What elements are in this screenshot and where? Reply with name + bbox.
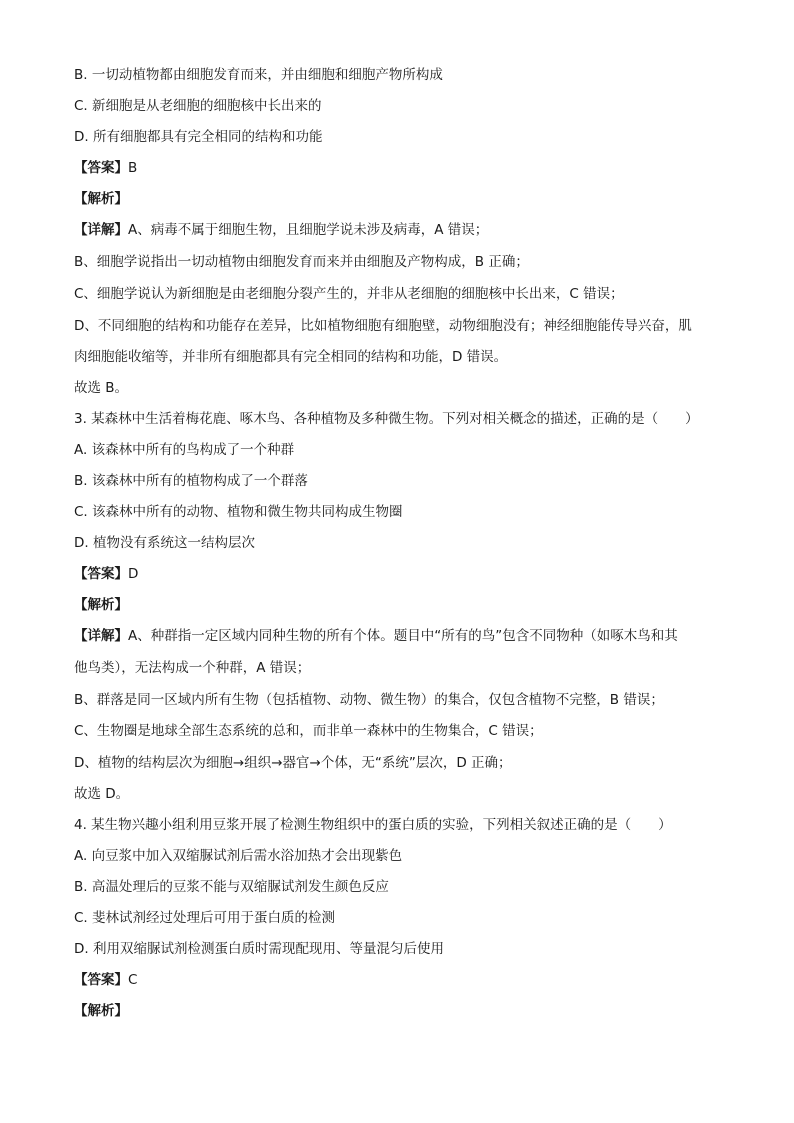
q2-detail-line: C、细胞学说认为新细胞是由老细胞分裂产生的，并非从老细胞的细胞核中长出来，C 错误； (74, 286, 624, 302)
q2-conclusion: 故选 B。 (74, 380, 129, 396)
answer-tag: 【答案】 (74, 972, 128, 988)
q3-detail-line: D、植物的结构层次为细胞→组织→器官→个体，无“系统”层次，D 正确； (74, 755, 512, 771)
q2-detail-line: 肉细胞能收缩等，并非所有细胞都具有完全相同的结构和功能，D 错误。 (74, 349, 508, 365)
detail-text: A、病毒不属于细胞生物，且细胞学说未涉及病毒，A 错误； (128, 222, 489, 238)
q2-analysis-tag: 【解析】 (74, 191, 128, 207)
q3-detail-line: B、群落是同一区域内所有生物（包括植物、动物、微生物）的集合，仅包含植物不完整，B 错误； (74, 692, 664, 708)
q4-analysis-tag: 【解析】 (74, 1003, 128, 1019)
q3-answer (74, 564, 724, 584)
q4-option-a: A. 向豆浆中加入双缩脲试剂后需水浴加热才会出现紫色 (74, 848, 403, 864)
q3-stem: 3. 某森林中生活着梅花鹿、啄木鸟、各种植物及多种微生物。下列对相关概念的描述，正确的是（ ） (74, 411, 699, 427)
q4-stem: 4. 某生物兴趣小组利用豆浆开展了检测生物组织中的蛋白质的实验，下列相关叙述正确的是（ ） (74, 817, 672, 833)
q3-conclusion: 故选 D。 (74, 786, 130, 802)
q4-answer (74, 970, 724, 990)
q2-answer (74, 158, 724, 178)
q4-option-d: D. 利用双缩脲试剂检测蛋白质时需现配现用、等量混匀后使用 (74, 941, 444, 957)
answer-tag: 【答案】 (74, 566, 128, 582)
q2-option-d: D. 所有细胞都具有完全相同的结构和功能 (74, 129, 323, 145)
q4-option-c: C. 斐林试剂经过处理后可用于蛋白质的检测 (74, 910, 336, 926)
q2-detail-line: B、细胞学说指出一切动植物由细胞发育而来并由细胞及产物构成，B 正确； (74, 254, 529, 270)
detail-tag: 【详解】 (74, 628, 128, 644)
answer-value: C (128, 972, 138, 988)
detail-text: A、种群指一定区域内同种生物的所有个体。题目中“所有的鸟”包含不同物种（如啄木鸟和其 (128, 628, 678, 644)
q3-detail-line (74, 626, 724, 646)
q2-detail-line: D、不同细胞的结构和功能存在差异，比如植物细胞有细胞壁，动物细胞没有；神经细胞能传导兴奋，肌 (74, 318, 692, 334)
detail-tag: 【详解】 (74, 222, 128, 238)
q2-detail-line (74, 220, 724, 240)
answer-value: B (128, 160, 138, 176)
q3-detail-line: 他鸟类），无法构成一个种群，A 错误； (74, 660, 311, 676)
answer-value: D (128, 566, 139, 582)
q2-option-c: C. 新细胞是从老细胞的细胞核中长出来的 (74, 98, 322, 114)
q3-detail-line: C、生物圈是地球全部生态系统的总和，而非单一森林中的生物集合，C 错误； (74, 723, 543, 739)
q3-analysis-tag: 【解析】 (74, 597, 128, 613)
q2-option-b: B. 一切动植物都由细胞发育而来，并由细胞和细胞产物所构成 (74, 67, 443, 83)
answer-tag: 【答案】 (74, 160, 128, 176)
q4-option-b: B. 高温处理后的豆浆不能与双缩脲试剂发生颜色反应 (74, 879, 389, 895)
q3-option-b: B. 该森林中所有的植物构成了一个群落 (74, 473, 308, 489)
q3-option-d: D. 植物没有系统这一结构层次 (74, 535, 255, 551)
q3-option-c: C. 该森林中所有的动物、植物和微生物共同构成生物圈 (74, 504, 403, 520)
q3-option-a: A. 该森林中所有的鸟构成了一个种群 (74, 442, 295, 458)
